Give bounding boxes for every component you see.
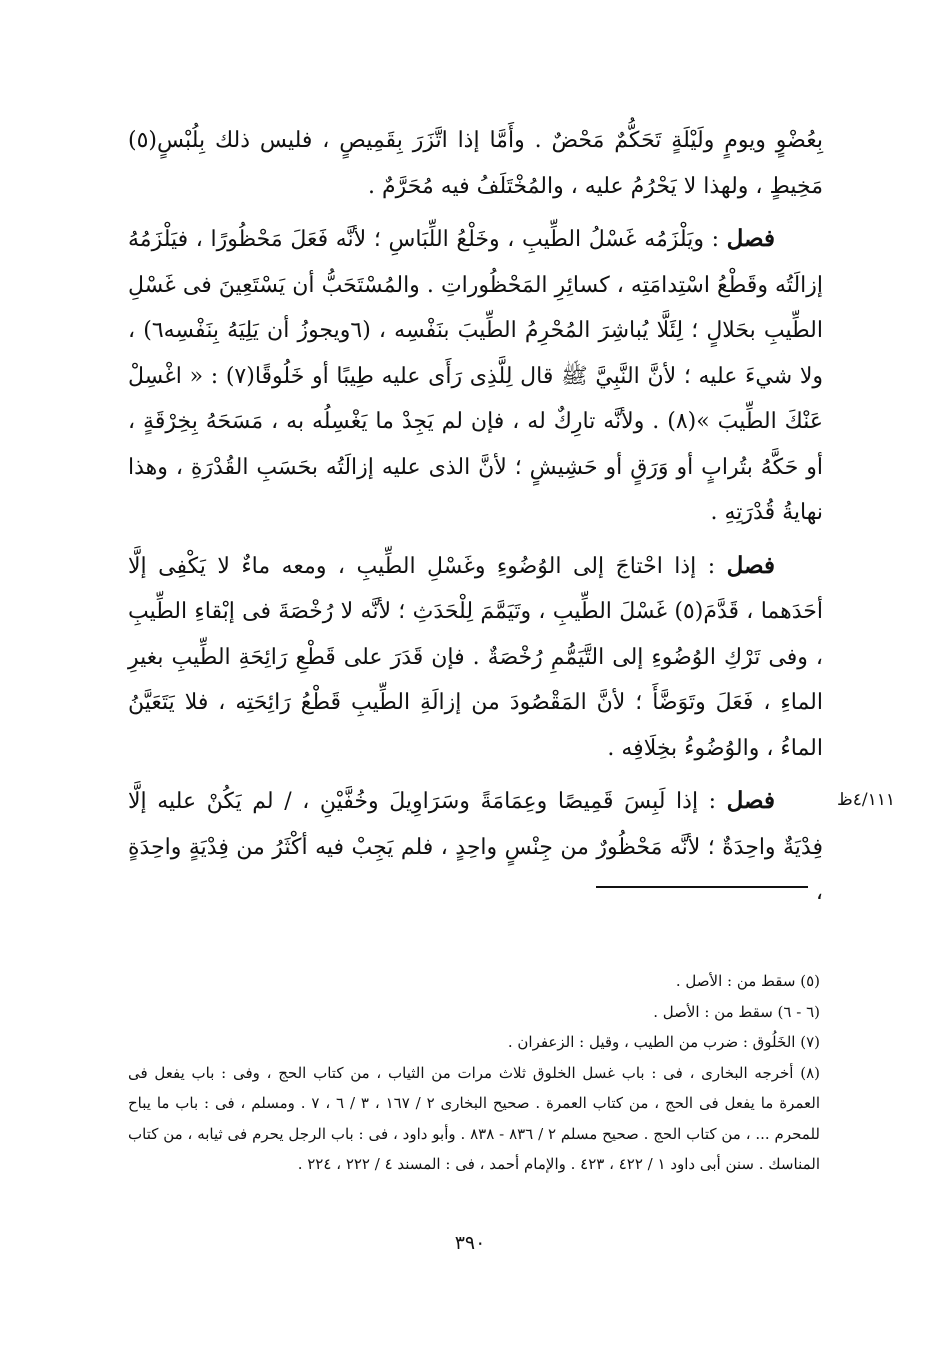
- footnote: (٦ - ٦) سقط من : الأصل .: [653, 1002, 820, 1021]
- paragraph-gap: [128, 536, 823, 543]
- section-label: فصل: [726, 787, 775, 814]
- footnote: (٥) سقط من : الأصل .: [675, 972, 820, 990]
- section-label: فصل: [726, 225, 775, 252]
- section-text: : إذا احْتاجَ إلى الوُضُوءِ وغَسْلِ الطِّيبِ ، ومعه ماءٌ لا يَكْفِى إلَّا أحَدَهما ، قَدَّمَ(٥) غَسْلَ الطِّيبِ ، وتَيَمَّمَ لِلْحَدَثِ ؛ لأنَّه لا رُخْصَةَ فى إبْقاءِ الطِّيبِ ، وفى تَرْكِ الوُضُوءِ إلى التَّيَمُّمِ رُخْصَةٌ . فإن قَدَرَ على قَطْعِ رَائِحَةِ الطِّيبِ بغيرِ الماءِ ، فَعَلَ وتَوَضَّأَ ؛ لأنَّ المَقْصُودَ من إزالَةِ الطِّيبِ قَطْعُ رَائِحَتِه ، فلا يَتَعَيَّنُ الماءُ ، والوُضُوءُ بخِلَافِه .: [128, 553, 823, 761]
- footnotes: [128, 966, 820, 1180]
- section-text: : ويَلْزَمُه غَسْلُ الطِّيبِ ، وخَلْعُ اللِّبَاسِ ؛ لأنَّه فَعَلَ مَحْظُورًا ، فيَلْزَمُهُ إزالَتُه وقَطْعُ اسْتِدامَتِه ، كسائِرِ المَحْظُوراتِ . والمُسْتَحَبُّ أن يَسْتَعِينَ فى غَسْلِ الطِّيبِ بحَلالٍ ؛ لِئَلَّا يُباشِرَ المُحْرِمُ الطِّيبَ بنَفْسِه ، (٦ويجوزُ أن يَلِيَهُ بِنَفْسِه٦) ، ولا شيءَ عليه ؛ لأنَّ النَّبِيَّ ﷺ قال لِلَّذِى رَأَى عليه طِيبًا أو خَلُوقًا(٧) : « اغْسِلْ عَنْكَ الطِّيبَ »(٨) . ولأنَّه تارِكٌ له ، فإن لم يَجِدْ ما يَغْسِلُه به ، مَسَحَهُ بِخِرْقَةٍ ، أو حَكَّهُ بتُرابٍ أو وَرَقٍ أو حَشِيشٍ ؛ لأنَّ الذى عليه إزالَتُه بحَسَبِ القُدْرَةِ ، وهذا نهايةُ قُدْرَتِهِ .: [128, 227, 824, 525]
- section-label: فصل: [726, 551, 775, 579]
- main-text: [128, 118, 823, 916]
- margin-folio-reference: ٤/١١١ظ: [837, 790, 895, 810]
- section-paragraph: [128, 216, 823, 536]
- paragraph-gap: [128, 771, 823, 778]
- footnote: (٧) الخَلُوق : ضرب من الطيب ، وقيل : الزعفران .: [507, 1033, 820, 1051]
- section-paragraph: [128, 543, 823, 772]
- section-text: : إذا لَبِسَ قَمِيصًا وعِمَامَةً وسَرَاوِيلَ وخُفَّيْنِ ، / لم يَكُنْ عليه إلَّا فِدْيَةٌ واحِدَةٌ ؛ لأنَّه مَحْظُورٌ من جِنْسٍ واحِدٍ ، فلم يَجِبْ فيه أكْثَرُ من فِدْيَةٍ واحِدَةٍ ،: [128, 789, 823, 905]
- page-number: ٣٩٠: [454, 1232, 486, 1254]
- intro-paragraph: بِعُضْوٍ ويومٍ ولَيْلَةٍ تَحَكُّمٌ مَحْضٌ . وأَمَّا إذا اتَّزَرَ بِقَمِيصٍ ، فليس ذلك بِلُبْسٍ(٥) مَخِيطٍ ، ولهذا لا يَحْرُمُ عليه ، والمُخْتَلَفُ فيه مُحَرَّمٌ .: [128, 128, 823, 199]
- footnote: (٨) أخرجه البخارى ، فى : باب غسل الخلوق ثلاث مرات من الثياب ، من كتاب الحج ، وفى : باب يفعل فى العمرة ما يفعل فى الحج ، من كتاب العمرة . صحيح البخارى ٢ / ١٦٧ ، ٣ / ٦ ، ٧ . ومسلم ، فى : باب ما يباح للمحرم ... ، من كتاب الحج . صحيح مسلم ٢ / ٨٣٦ - ٨٣٨ . وأبو داود ، فى : باب الرجل يحرم فى ثيابه ، من كتاب المناسك . سنن أبى داود ١ / ٤٢٢ ، ٤٢٣ . والإمام أحمد ، فى : المسند ٤ / ٢٢٢ ، ٢٢٤ .: [128, 1063, 820, 1173]
- paragraph-gap: [128, 209, 823, 216]
- section-paragraph: [128, 778, 823, 916]
- footnote-separator: [596, 886, 808, 888]
